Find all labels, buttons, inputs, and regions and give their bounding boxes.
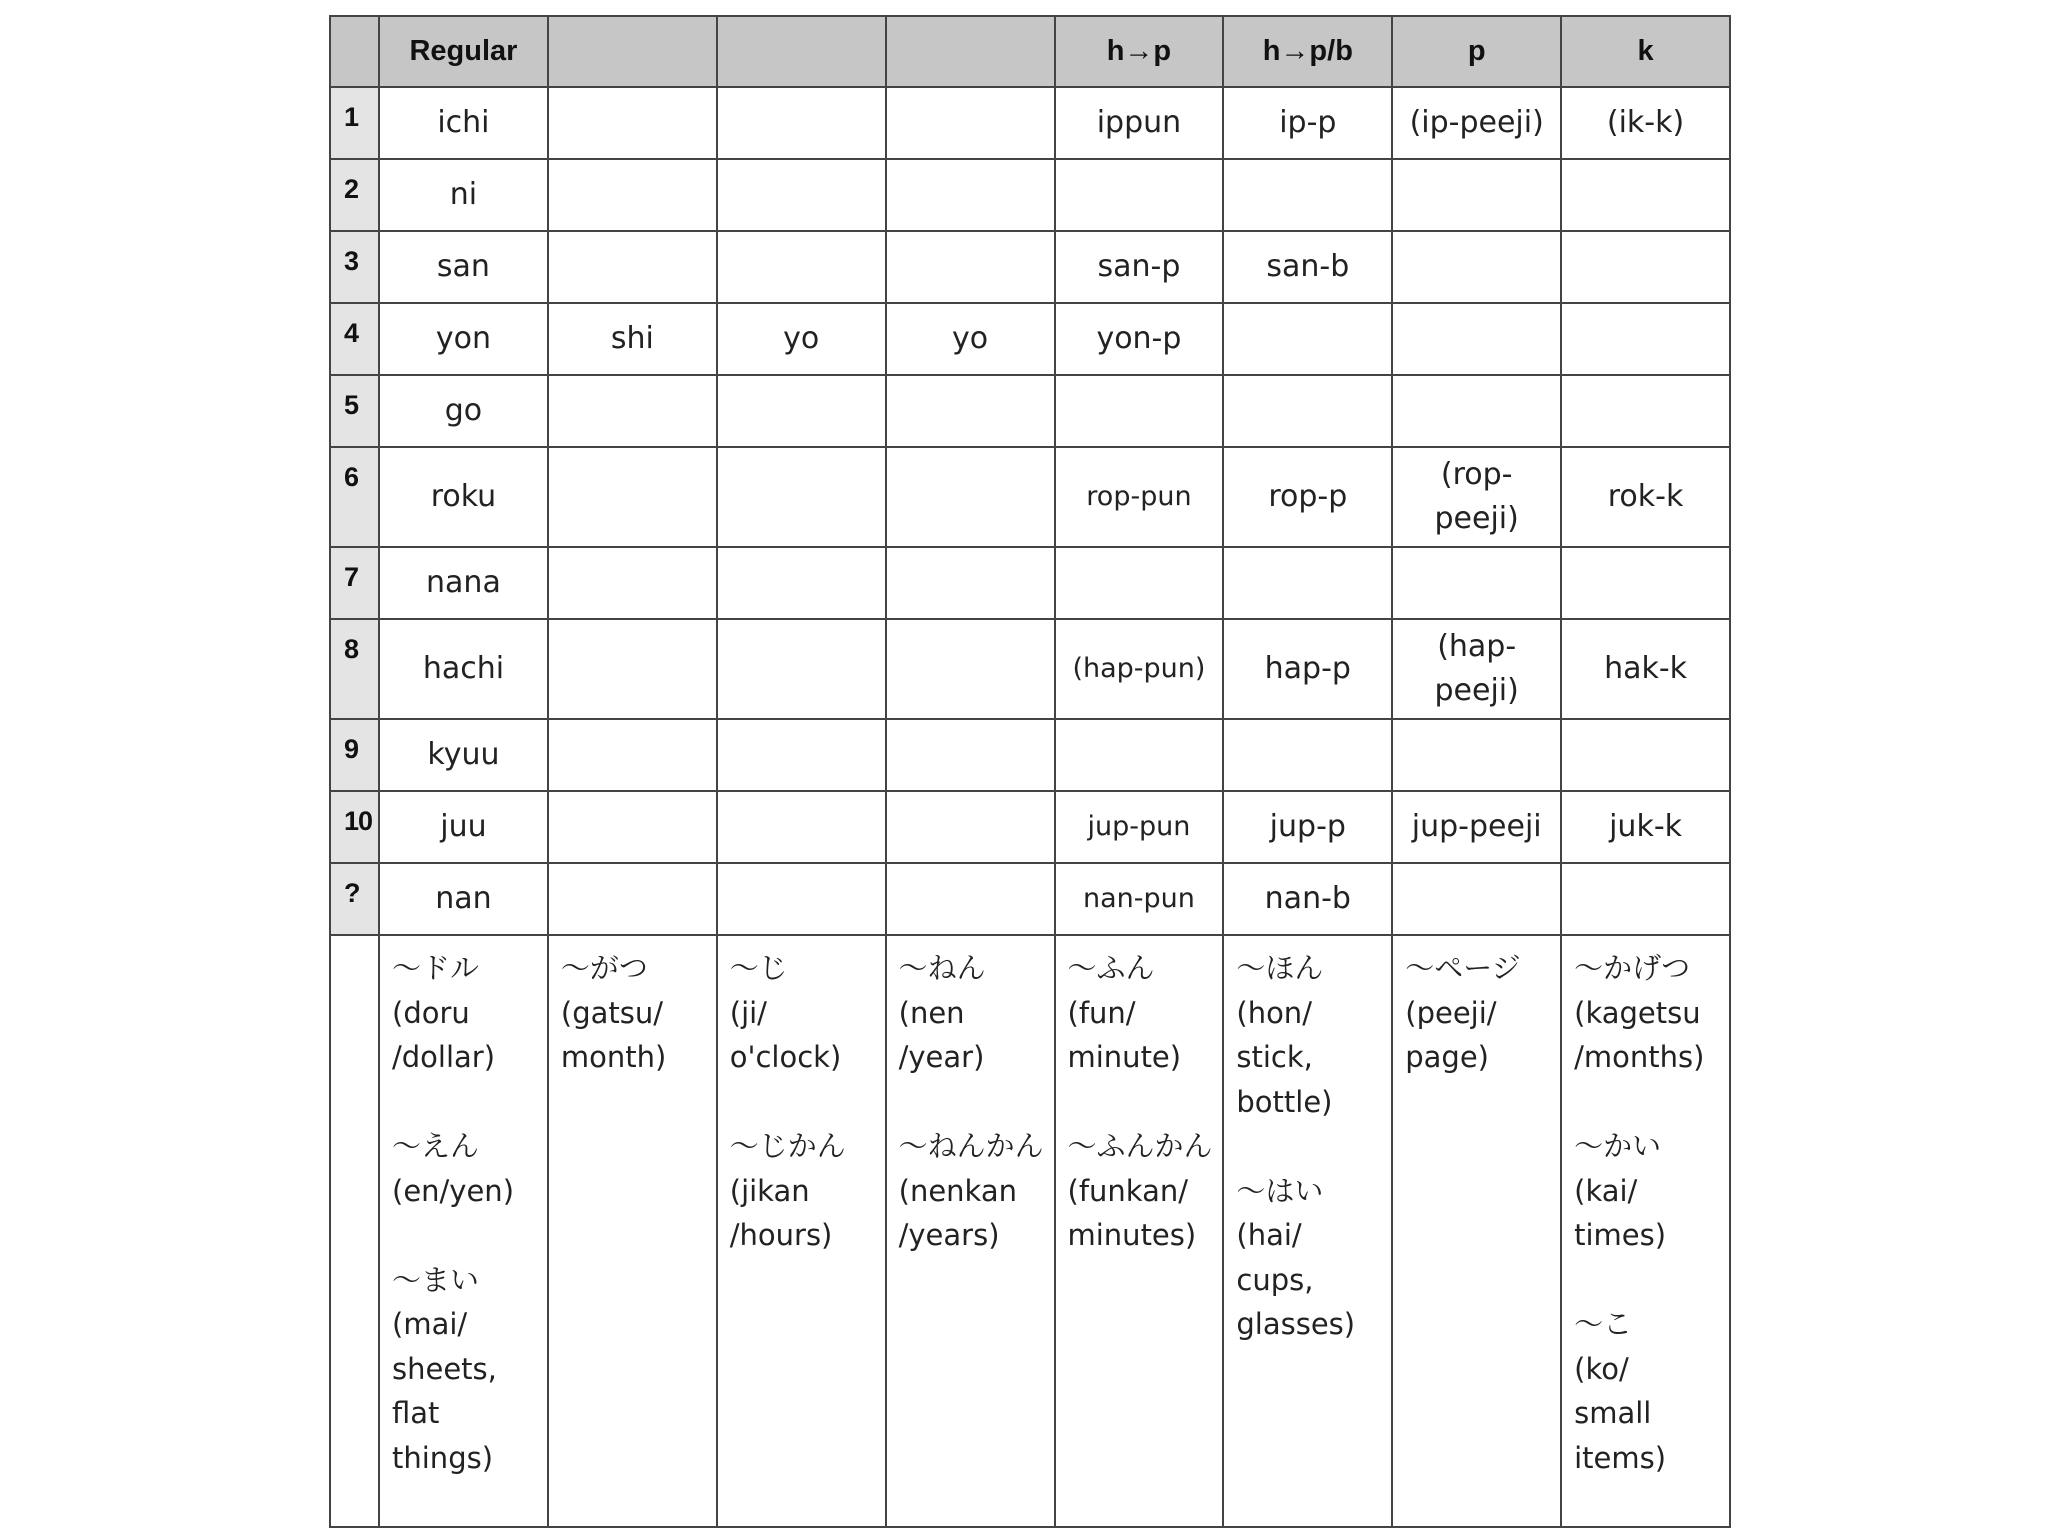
table-cell: (rop- peeji) <box>1392 447 1561 547</box>
row-number: 8 <box>330 619 379 719</box>
column-header <box>717 16 886 87</box>
counter-suffix-cell: 〜ふん (fun/ minute) 〜ふんかん (funkan/ minutes) <box>1055 935 1224 1527</box>
table-cell <box>717 231 886 303</box>
table-cell: san-p <box>1055 231 1224 303</box>
table-cell <box>717 447 886 547</box>
table-cell <box>548 87 717 159</box>
table-cell <box>548 159 717 231</box>
table-row <box>330 303 1730 375</box>
table-row <box>330 863 1730 935</box>
counter-suffix-cell: 〜ねん (nen /year) 〜ねんかん (nenkan /years) <box>886 935 1055 1527</box>
table-cell <box>717 159 886 231</box>
row-number: 6 <box>330 447 379 547</box>
counter-suffix-cell: 〜ページ (peeji/ page) <box>1392 935 1561 1527</box>
table-cell: hachi <box>379 619 548 719</box>
table-cell <box>1392 375 1561 447</box>
column-header: h→p <box>1055 16 1224 87</box>
table-cell <box>1223 547 1392 619</box>
table-row <box>330 447 1730 547</box>
table-row <box>330 231 1730 303</box>
header-row <box>330 16 1730 87</box>
table-row <box>330 375 1730 447</box>
table-cell: nan <box>379 863 548 935</box>
counter-suffix-cell: 〜かげつ (kagetsu /months) 〜かい (kai/ times) 〜こ (ko/ small items) <box>1561 935 1730 1527</box>
table-cell <box>548 791 717 863</box>
table-cell <box>1392 231 1561 303</box>
table-cell: yo <box>717 303 886 375</box>
table-cell: ip-p <box>1223 87 1392 159</box>
column-header <box>548 16 717 87</box>
table-cell: rop-pun <box>1055 447 1224 547</box>
table-cell <box>1392 547 1561 619</box>
table-row <box>330 619 1730 719</box>
table-cell <box>548 719 717 791</box>
table-cell: san-b <box>1223 231 1392 303</box>
table-cell: hak-k <box>1561 619 1730 719</box>
table-cell <box>1055 719 1224 791</box>
table-cell: yo <box>886 303 1055 375</box>
column-header: k <box>1561 16 1730 87</box>
table-cell: juu <box>379 791 548 863</box>
table-cell <box>717 719 886 791</box>
table-cell <box>548 863 717 935</box>
table-cell <box>717 619 886 719</box>
table-cell: rok-k <box>1561 447 1730 547</box>
table-cell: shi <box>548 303 717 375</box>
counter-suffix-cell: 〜じ (ji/ o'clock) 〜じかん (jikan /hours) <box>717 935 886 1527</box>
table-cell <box>1561 231 1730 303</box>
table-cell: (hap-pun) <box>1055 619 1224 719</box>
table-cell <box>1223 719 1392 791</box>
table-cell <box>1055 159 1224 231</box>
table-cell: go <box>379 375 548 447</box>
table-cell <box>548 619 717 719</box>
table-cell: san <box>379 231 548 303</box>
row-number: 3 <box>330 231 379 303</box>
table-cell <box>1561 863 1730 935</box>
table-cell <box>886 619 1055 719</box>
row-number: 9 <box>330 719 379 791</box>
table-cell <box>886 719 1055 791</box>
table-cell <box>1392 303 1561 375</box>
table-cell <box>1223 159 1392 231</box>
column-header: p <box>1392 16 1561 87</box>
table-cell: jup-pun <box>1055 791 1224 863</box>
table-cell <box>717 791 886 863</box>
table-cell <box>1561 375 1730 447</box>
table-cell: yon-p <box>1055 303 1224 375</box>
table-cell: yon <box>379 303 548 375</box>
counter-suffix-row <box>330 935 1730 1527</box>
column-header <box>886 16 1055 87</box>
table-cell <box>717 863 886 935</box>
table-cell <box>886 447 1055 547</box>
table-cell <box>886 375 1055 447</box>
table-cell <box>548 231 717 303</box>
table-cell: rop-p <box>1223 447 1392 547</box>
table-cell: (ip-peeji) <box>1392 87 1561 159</box>
table-cell <box>548 375 717 447</box>
table-row <box>330 547 1730 619</box>
table-cell <box>886 791 1055 863</box>
table-cell: (ik-k) <box>1561 87 1730 159</box>
counter-table <box>329 15 1731 1528</box>
table-row <box>330 87 1730 159</box>
row-number: 7 <box>330 547 379 619</box>
column-header: Regular <box>379 16 548 87</box>
counter-table-sheet <box>329 15 1729 1530</box>
table-cell <box>1561 719 1730 791</box>
table-cell <box>1055 547 1224 619</box>
table-cell <box>1561 159 1730 231</box>
table-cell <box>1561 547 1730 619</box>
table-cell: hap-p <box>1223 619 1392 719</box>
table-cell: juk-k <box>1561 791 1730 863</box>
table-cell <box>548 447 717 547</box>
table-cell <box>1223 303 1392 375</box>
table-cell: ichi <box>379 87 548 159</box>
table-cell: jup-peeji <box>1392 791 1561 863</box>
table-cell <box>886 87 1055 159</box>
row-number: ? <box>330 863 379 935</box>
header-corner <box>330 16 379 87</box>
table-cell <box>717 375 886 447</box>
table-cell <box>548 547 717 619</box>
table-cell: ippun <box>1055 87 1224 159</box>
table-cell <box>886 231 1055 303</box>
table-cell: kyuu <box>379 719 548 791</box>
table-cell: ni <box>379 159 548 231</box>
table-cell <box>717 87 886 159</box>
table-cell <box>886 547 1055 619</box>
column-header: h→p/b <box>1223 16 1392 87</box>
table-cell <box>1392 159 1561 231</box>
counter-suffix-cell: 〜がつ (gatsu/ month) <box>548 935 717 1527</box>
table-cell: nan-b <box>1223 863 1392 935</box>
table-row <box>330 719 1730 791</box>
counter-suffix-cell: 〜ドル (doru /dollar) 〜えん (en/yen) 〜まい (mai/ sheets, flat things) <box>379 935 548 1527</box>
row-number: 1 <box>330 87 379 159</box>
table-cell <box>1392 719 1561 791</box>
table-cell <box>1392 863 1561 935</box>
table-cell <box>1223 375 1392 447</box>
table-cell: roku <box>379 447 548 547</box>
table-cell <box>1561 303 1730 375</box>
table-cell: (hap- peeji) <box>1392 619 1561 719</box>
table-cell <box>1055 375 1224 447</box>
table-body <box>330 87 1730 1527</box>
row-number: 10 <box>330 791 379 863</box>
footer-blank-cell <box>330 935 379 1527</box>
row-number: 5 <box>330 375 379 447</box>
table-cell: nana <box>379 547 548 619</box>
row-number: 4 <box>330 303 379 375</box>
table-row <box>330 791 1730 863</box>
row-number: 2 <box>330 159 379 231</box>
table-cell <box>886 159 1055 231</box>
table-cell: nan-pun <box>1055 863 1224 935</box>
table-row <box>330 159 1730 231</box>
table-cell <box>717 547 886 619</box>
table-cell: jup-p <box>1223 791 1392 863</box>
table-cell <box>886 863 1055 935</box>
counter-suffix-cell: 〜ほん (hon/ stick, bottle) 〜はい (hai/ cups, glasses) <box>1223 935 1392 1527</box>
